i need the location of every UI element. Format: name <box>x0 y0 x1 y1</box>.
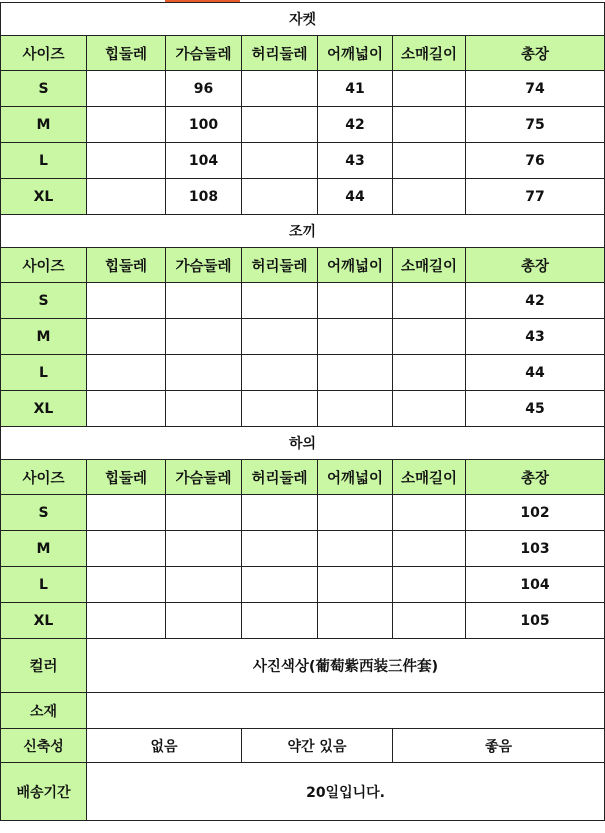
cell-hip <box>87 567 166 603</box>
cell-chest <box>166 355 242 391</box>
column-header-sleeve: 소매길이 <box>393 460 466 495</box>
cell-waist <box>242 179 318 215</box>
section-title: 조끼 <box>1 215 605 248</box>
column-header-chest: 가슴둘레 <box>166 460 242 495</box>
cell-hip <box>87 143 166 179</box>
cell-waist <box>242 71 318 107</box>
cell-shoulder <box>318 603 393 639</box>
cell-length: 103 <box>466 531 605 567</box>
cell-chest <box>166 531 242 567</box>
column-header-chest: 가슴둘레 <box>166 248 242 283</box>
table-row <box>1 355 605 391</box>
cell-sleeve <box>393 71 466 107</box>
cell-shoulder <box>318 283 393 319</box>
cell-size: M <box>1 107 87 143</box>
stretch-option-slight: 약간 있음 <box>242 729 393 763</box>
cell-length: 75 <box>466 107 605 143</box>
stretch-label: 신축성 <box>1 729 87 763</box>
section-title-row <box>1 3 605 36</box>
table-row <box>1 603 605 639</box>
color-value: 사진색상(葡萄紫西装三件套) <box>87 639 605 693</box>
column-header-sleeve: 소매길이 <box>393 248 466 283</box>
table-row <box>1 71 605 107</box>
cell-length: 76 <box>466 143 605 179</box>
cell-shoulder: 44 <box>318 179 393 215</box>
column-header-row <box>1 36 605 71</box>
cell-hip <box>87 495 166 531</box>
cell-chest <box>166 391 242 427</box>
stretch-option-good: 좋음 <box>393 729 605 763</box>
cell-hip <box>87 71 166 107</box>
section-title-row <box>1 215 605 248</box>
cell-length: 43 <box>466 319 605 355</box>
column-header-length: 총장 <box>466 460 605 495</box>
cell-size: XL <box>1 391 87 427</box>
cell-size: S <box>1 71 87 107</box>
cell-chest <box>166 603 242 639</box>
delivery-label: 배송기간 <box>1 763 87 821</box>
cell-length: 44 <box>466 355 605 391</box>
column-header-hip: 힙둘레 <box>87 248 166 283</box>
column-header-size: 사이즈 <box>1 460 87 495</box>
cell-hip <box>87 283 166 319</box>
cell-shoulder <box>318 495 393 531</box>
column-header-waist: 허리둘레 <box>242 248 318 283</box>
delivery-row <box>1 763 605 821</box>
color-label: 컬러 <box>1 639 87 693</box>
column-header-row <box>1 248 605 283</box>
cell-length: 42 <box>466 283 605 319</box>
table-row <box>1 179 605 215</box>
cell-sleeve <box>393 107 466 143</box>
cell-size: XL <box>1 603 87 639</box>
cell-size: L <box>1 567 87 603</box>
cell-shoulder <box>318 355 393 391</box>
column-header-shoulder: 어깨넓이 <box>318 248 393 283</box>
cell-chest <box>166 567 242 603</box>
cell-waist <box>242 567 318 603</box>
column-header-length: 총장 <box>466 36 605 71</box>
cell-waist <box>242 143 318 179</box>
cell-chest <box>166 495 242 531</box>
cell-waist <box>242 391 318 427</box>
cell-waist <box>242 107 318 143</box>
column-header-shoulder: 어깨넓이 <box>318 460 393 495</box>
cell-shoulder: 43 <box>318 143 393 179</box>
cell-shoulder <box>318 567 393 603</box>
column-header-length: 총장 <box>466 248 605 283</box>
material-value <box>87 693 605 729</box>
cell-size: L <box>1 143 87 179</box>
cell-size: L <box>1 355 87 391</box>
cell-size: S <box>1 495 87 531</box>
column-header-hip: 힙둘레 <box>87 36 166 71</box>
column-header-size: 사이즈 <box>1 248 87 283</box>
section-title: 하의 <box>1 427 605 460</box>
cell-hip <box>87 107 166 143</box>
table-row <box>1 283 605 319</box>
cell-sleeve <box>393 319 466 355</box>
stretch-option-none: 없음 <box>87 729 242 763</box>
table-row <box>1 319 605 355</box>
column-header-row <box>1 460 605 495</box>
cell-chest: 108 <box>166 179 242 215</box>
table-row <box>1 567 605 603</box>
delivery-value: 20일입니다. <box>87 763 605 821</box>
cell-shoulder: 41 <box>318 71 393 107</box>
color-row <box>1 639 605 693</box>
cell-chest: 100 <box>166 107 242 143</box>
cell-waist <box>242 495 318 531</box>
cell-chest <box>166 319 242 355</box>
table-row <box>1 495 605 531</box>
cell-sleeve <box>393 355 466 391</box>
cell-size: S <box>1 283 87 319</box>
column-header-chest: 가슴둘레 <box>166 36 242 71</box>
stretch-row <box>1 729 605 763</box>
cell-hip <box>87 391 166 427</box>
cell-sleeve <box>393 283 466 319</box>
cell-hip <box>87 179 166 215</box>
cell-chest: 104 <box>166 143 242 179</box>
cell-sleeve <box>393 603 466 639</box>
section-title-row <box>1 427 605 460</box>
cell-length: 105 <box>466 603 605 639</box>
cell-chest: 96 <box>166 71 242 107</box>
section-title: 자켓 <box>1 3 605 36</box>
cell-length: 74 <box>466 71 605 107</box>
cell-length: 104 <box>466 567 605 603</box>
table-row <box>1 107 605 143</box>
cell-length: 77 <box>466 179 605 215</box>
column-header-shoulder: 어깨넓이 <box>318 36 393 71</box>
cell-waist <box>242 319 318 355</box>
column-header-waist: 허리둘레 <box>242 460 318 495</box>
cell-waist <box>242 355 318 391</box>
cell-waist <box>242 283 318 319</box>
table-row <box>1 143 605 179</box>
material-row <box>1 693 605 729</box>
size-chart-table <box>0 2 605 821</box>
column-header-waist: 허리둘레 <box>242 36 318 71</box>
cell-shoulder <box>318 391 393 427</box>
cell-waist <box>242 603 318 639</box>
cell-sleeve <box>393 391 466 427</box>
cell-sleeve <box>393 567 466 603</box>
table-row <box>1 531 605 567</box>
cell-sleeve <box>393 495 466 531</box>
cell-hip <box>87 355 166 391</box>
column-header-hip: 힙둘레 <box>87 460 166 495</box>
cell-hip <box>87 603 166 639</box>
cell-size: XL <box>1 179 87 215</box>
cell-shoulder <box>318 319 393 355</box>
cell-chest <box>166 283 242 319</box>
cell-shoulder <box>318 531 393 567</box>
cell-size: M <box>1 531 87 567</box>
cell-hip <box>87 531 166 567</box>
column-header-sleeve: 소매길이 <box>393 36 466 71</box>
cell-sleeve <box>393 179 466 215</box>
material-label: 소재 <box>1 693 87 729</box>
cell-sleeve <box>393 143 466 179</box>
cell-sleeve <box>393 531 466 567</box>
cell-shoulder: 42 <box>318 107 393 143</box>
cell-waist <box>242 531 318 567</box>
cell-size: M <box>1 319 87 355</box>
cell-length: 102 <box>466 495 605 531</box>
table-row <box>1 391 605 427</box>
cell-hip <box>87 319 166 355</box>
cell-length: 45 <box>466 391 605 427</box>
column-header-size: 사이즈 <box>1 36 87 71</box>
